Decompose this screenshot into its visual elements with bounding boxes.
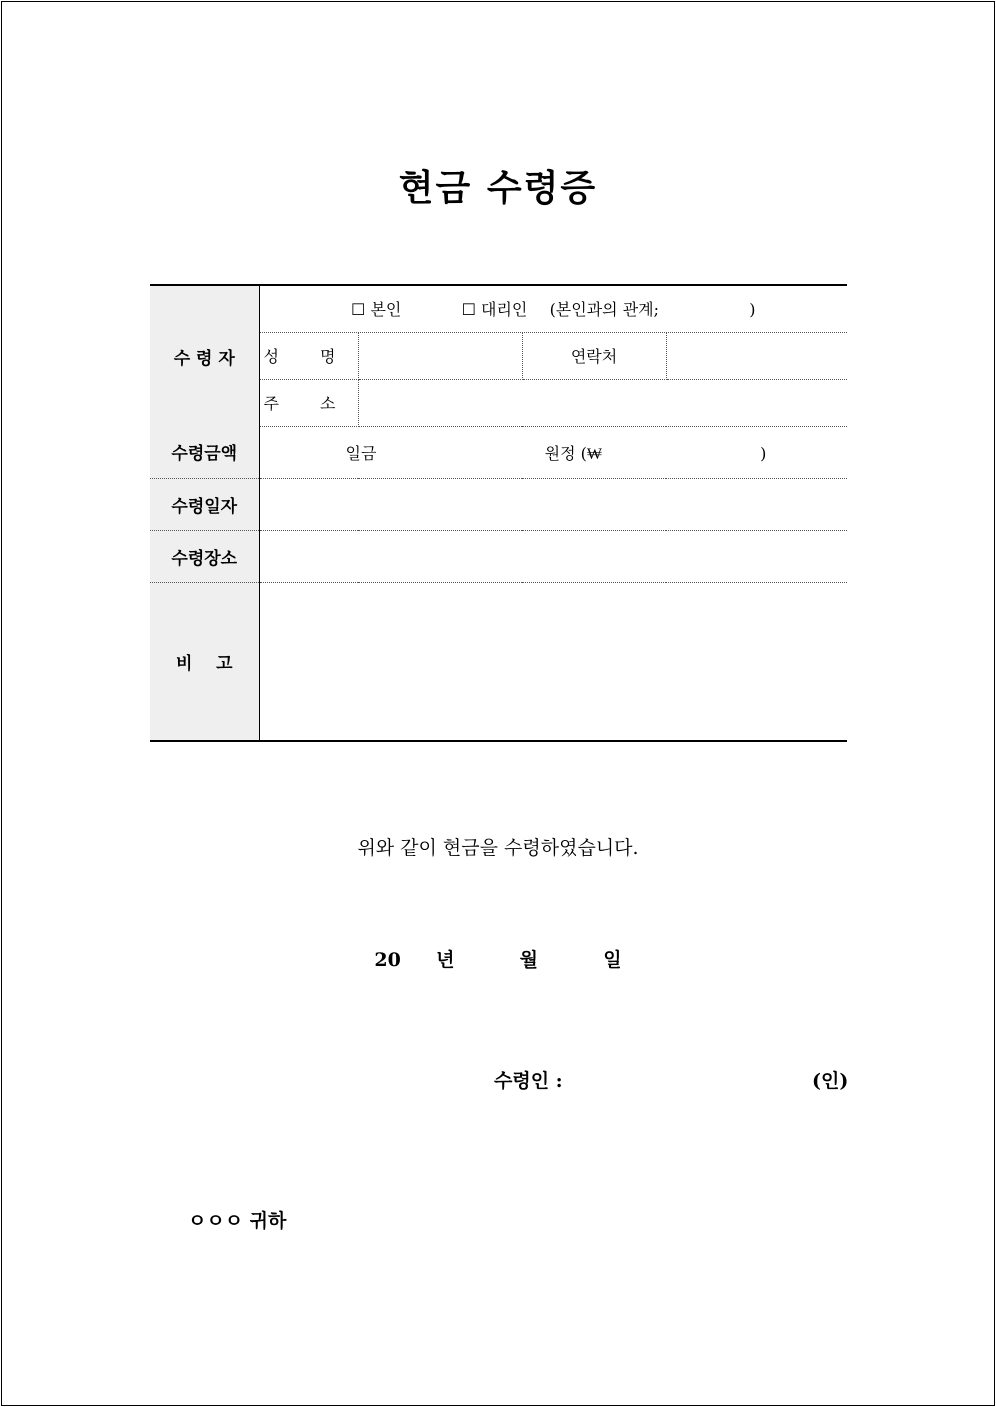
relation-close: ) bbox=[749, 300, 756, 320]
receipt-date-field[interactable] bbox=[259, 478, 847, 530]
seal-mark: (인) bbox=[812, 1070, 849, 1092]
relation-label: (본인과의 관계; bbox=[549, 300, 660, 320]
receipt-date-label: 수령일자 bbox=[150, 478, 259, 530]
amount-label: 수령금액 bbox=[150, 426, 259, 478]
date-year-label: 년 bbox=[436, 949, 455, 971]
address-field[interactable] bbox=[358, 379, 847, 426]
name-field[interactable] bbox=[358, 332, 522, 379]
recipient-signature-label: 수령인 : bbox=[494, 1070, 563, 1092]
date-month-label: 월 bbox=[519, 949, 539, 971]
proxy-checkbox[interactable]: ☐ 대리인 bbox=[461, 300, 528, 320]
remarks-field[interactable] bbox=[259, 582, 847, 741]
date-row bbox=[150, 478, 847, 530]
amount-row bbox=[150, 426, 847, 478]
place-row bbox=[150, 530, 847, 582]
remarks-row bbox=[150, 582, 847, 741]
recipient-label: 수 령 자 bbox=[150, 285, 259, 426]
document-title: 현금 수령증 bbox=[398, 167, 598, 209]
receipt-form-table bbox=[150, 284, 847, 742]
amount-won: 원정 (₩ bbox=[544, 443, 602, 463]
date-year-prefix: 20 bbox=[374, 949, 401, 971]
date-day-label: 일 bbox=[603, 949, 622, 971]
contact-field[interactable] bbox=[666, 332, 847, 379]
amount-close: ) bbox=[760, 443, 767, 463]
amount-prefix: 일금 bbox=[345, 443, 377, 463]
amount-field[interactable] bbox=[259, 426, 847, 478]
addressee: ㅇㅇㅇ 귀하 bbox=[188, 1210, 287, 1232]
recipient-type-cell bbox=[259, 285, 847, 332]
signature-date bbox=[0, 945, 996, 972]
address-label: 주 소 bbox=[259, 379, 358, 426]
self-checkbox[interactable]: ☐ 본인 bbox=[351, 300, 402, 320]
contact-label: 연락처 bbox=[522, 332, 666, 379]
receipt-statement: 위와 같이 현금을 수령하였습니다. bbox=[357, 837, 639, 859]
remarks-label: 비 고 bbox=[150, 582, 259, 741]
recipient-type-row bbox=[150, 285, 847, 332]
receipt-place-label: 수령장소 bbox=[150, 530, 259, 582]
receipt-place-field[interactable] bbox=[259, 530, 847, 582]
name-label: 성 명 bbox=[259, 332, 358, 379]
